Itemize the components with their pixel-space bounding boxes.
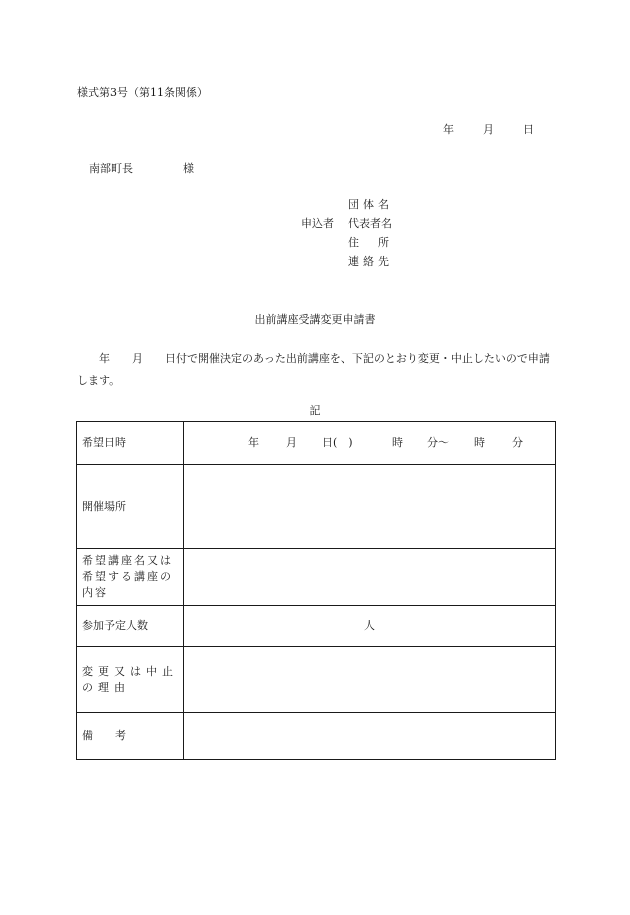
row-label-datetime: 希望日時 (77, 422, 184, 465)
addressee-name: 南部町長 (89, 162, 133, 175)
course-field[interactable] (184, 549, 556, 606)
table-row (77, 606, 556, 647)
row-label-venue: 開催場所 (77, 465, 184, 549)
venue-field[interactable] (184, 465, 556, 549)
dt-hour1: 時 (392, 436, 403, 449)
form-number: 様式第3号（第11条関係） (77, 86, 208, 99)
applicant-group-name: 団体名 (348, 198, 393, 211)
participants-unit: 人 (364, 619, 375, 632)
date-day: 日 (523, 123, 534, 136)
dt-hour2: 時 (474, 436, 485, 449)
dt-day: 日( ) (322, 436, 353, 449)
dt-month: 月 (286, 436, 297, 449)
body-text: 年 月 日付で開催決定のあった出前講座を、下記のとおり変更・中止したいので申請します。 (77, 352, 550, 387)
reason-field[interactable] (184, 647, 556, 713)
table-row (77, 647, 556, 713)
row-label-participants: 参加予定人数 (77, 606, 184, 647)
applicant-contact: 連絡先 (348, 255, 393, 268)
datetime-field[interactable] (184, 422, 556, 465)
applicant-representative: 代表者名 (348, 217, 392, 230)
application-table (76, 421, 556, 760)
ki-heading: 記 (309, 404, 321, 417)
date-year: 年 (443, 123, 454, 136)
table-row (77, 549, 556, 606)
table-row (77, 422, 556, 465)
applicant-address: 住 所 (348, 236, 389, 249)
dt-min1: 分〜 (427, 436, 449, 449)
row-label-reason: 変更又は中止の理由 (77, 647, 184, 713)
addressee (89, 162, 194, 175)
table-row (77, 465, 556, 549)
remarks-field[interactable] (184, 713, 556, 760)
table-row (77, 713, 556, 760)
dt-year: 年 (248, 436, 259, 449)
dt-min2: 分 (512, 436, 523, 449)
applicant-label: 申込者 (301, 217, 334, 230)
participants-field[interactable] (184, 606, 556, 647)
date-line (443, 124, 534, 135)
row-label-course: 希望講座名又は希望する講座の内容 (77, 549, 184, 606)
document-title: 出前講座受講変更申請書 (254, 313, 376, 326)
date-month: 月 (483, 123, 494, 136)
row-label-remarks: 備 考 (77, 713, 184, 760)
addressee-honorific: 様 (183, 162, 194, 175)
